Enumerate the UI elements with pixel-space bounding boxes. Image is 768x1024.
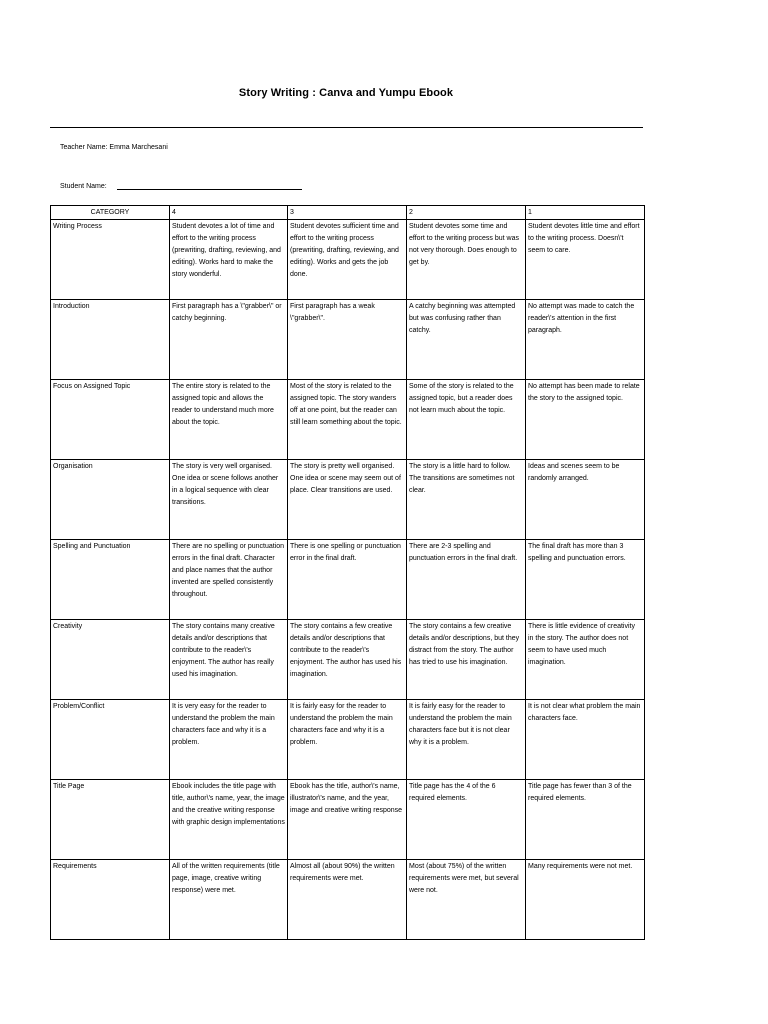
cell-score-2: Most (about 75%) of the written requirements were met, but several were not. [407, 860, 526, 940]
table-row [51, 300, 645, 380]
cell-score-4: Student devotes a lot of time and effort to the writing process (prewriting, drafting, reviewing, and editing). Works hard to make the story wonderful. [170, 220, 288, 300]
cell-score-3: The story contains a few creative details and/or descriptions that contribute to the reader\'s enjoyment. The author has used his imagination. [288, 620, 407, 700]
row-category: Introduction [51, 300, 170, 380]
table-row [51, 860, 645, 940]
row-category: Organisation [51, 460, 170, 540]
teacher-name: Teacher Name: Emma Marchesani [60, 144, 168, 151]
header-category: CATEGORY [51, 206, 170, 220]
cell-score-1: The final draft has more than 3 spelling and punctuation errors. [526, 540, 645, 620]
cell-score-2: There are 2-3 spelling and punctuation errors in the final draft. [407, 540, 526, 620]
cell-score-3: The story is pretty well organised. One idea or scene may seem out of place. Clear transitions are used. [288, 460, 407, 540]
header-divider [50, 127, 643, 128]
cell-score-4: First paragraph has a \"grabber\" or catchy beginning. [170, 300, 288, 380]
cell-score-1: It is not clear what problem the main characters face. [526, 700, 645, 780]
cell-score-1: Title page has fewer than 3 of the required elements. [526, 780, 645, 860]
row-category: Title Page [51, 780, 170, 860]
cell-score-2: Student devotes some time and effort to the writing process but was not very thorough. Does enough to get by. [407, 220, 526, 300]
header-score-3: 3 [288, 206, 407, 220]
row-category: Spelling and Punctuation [51, 540, 170, 620]
cell-score-2: The story is a little hard to follow. The transitions are sometimes not clear. [407, 460, 526, 540]
cell-score-1: Ideas and scenes seem to be randomly arranged. [526, 460, 645, 540]
cell-score-4: Ebook includes the title page with title, author\'s name, year, the image and the creative writing response with graphic design implementations [170, 780, 288, 860]
cell-score-4: It is very easy for the reader to understand the problem the main characters face and why it is a problem. [170, 700, 288, 780]
row-category: Problem/Conflict [51, 700, 170, 780]
cell-score-4: The story contains many creative details and/or descriptions that contribute to the reader\'s enjoyment. The author has really used his imagination. [170, 620, 288, 700]
row-category: Writing Process [51, 220, 170, 300]
cell-score-3: There is one spelling or punctuation error in the final draft. [288, 540, 407, 620]
row-category: Creativity [51, 620, 170, 700]
cell-score-2: A catchy beginning was attempted but was confusing rather than catchy. [407, 300, 526, 380]
cell-score-4: The story is very well organised. One idea or scene follows another in a logical sequence with clear transitions. [170, 460, 288, 540]
cell-score-4: There are no spelling or punctuation errors in the final draft. Character and place names that the author invented are spelled consistently throughout. [170, 540, 288, 620]
rubric-table [50, 205, 645, 940]
cell-score-1: Student devotes little time and effort to the writing process. Doesn\'t seem to care. [526, 220, 645, 300]
row-category: Focus on Assigned Topic [51, 380, 170, 460]
cell-score-3: First paragraph has a weak \"grabber\". [288, 300, 407, 380]
table-row [51, 620, 645, 700]
cell-score-1: No attempt has been made to relate the story to the assigned topic. [526, 380, 645, 460]
table-row [51, 540, 645, 620]
student-name-blank [117, 182, 302, 190]
table-row [51, 220, 645, 300]
row-category: Requirements [51, 860, 170, 940]
cell-score-3: Ebook has the title, author\'s name, illustrator\'s name, and the year, image and creative writing response [288, 780, 407, 860]
cell-score-3: Student devotes sufficient time and effort to the writing process (prewriting, drafting, reviewing, and editing). Works and gets the job done. [288, 220, 407, 300]
cell-score-2: Title page has the 4 of the 6 required elements. [407, 780, 526, 860]
rubric-header-row [51, 206, 645, 220]
header-score-4: 4 [170, 206, 288, 220]
cell-score-1: No attempt was made to catch the reader\'s attention in the first paragraph. [526, 300, 645, 380]
cell-score-3: Almost all (about 90%) the written requirements were met. [288, 860, 407, 940]
page-title: Story Writing : Canva and Yumpu Ebook [238, 87, 454, 99]
student-name-row [60, 182, 302, 190]
table-row [51, 700, 645, 780]
cell-score-1: Many requirements were not met. [526, 860, 645, 940]
student-name-label: Student Name: [60, 183, 107, 190]
table-row [51, 780, 645, 860]
header-score-1: 1 [526, 206, 645, 220]
cell-score-2: The story contains a few creative details and/or descriptions, but they distract from the story. The author has tried to use his imagination. [407, 620, 526, 700]
cell-score-2: It is fairly easy for the reader to understand the problem the main characters face but it is not clear why it is a problem. [407, 700, 526, 780]
header-score-2: 2 [407, 206, 526, 220]
cell-score-3: Most of the story is related to the assigned topic. The story wanders off at one point, but the reader can still learn something about the topic. [288, 380, 407, 460]
cell-score-2: Some of the story is related to the assigned topic, but a reader does not learn much about the topic. [407, 380, 526, 460]
cell-score-1: There is little evidence of creativity in the story. The author does not seem to have used much imagination. [526, 620, 645, 700]
cell-score-4: The entire story is related to the assigned topic and allows the reader to understand much more about the topic. [170, 380, 288, 460]
cell-score-3: It is fairly easy for the reader to understand the problem the main characters face and why it is a problem. [288, 700, 407, 780]
cell-score-4: All of the written requirements (title page, image, creative writing response) were met. [170, 860, 288, 940]
table-row [51, 380, 645, 460]
table-row [51, 460, 645, 540]
